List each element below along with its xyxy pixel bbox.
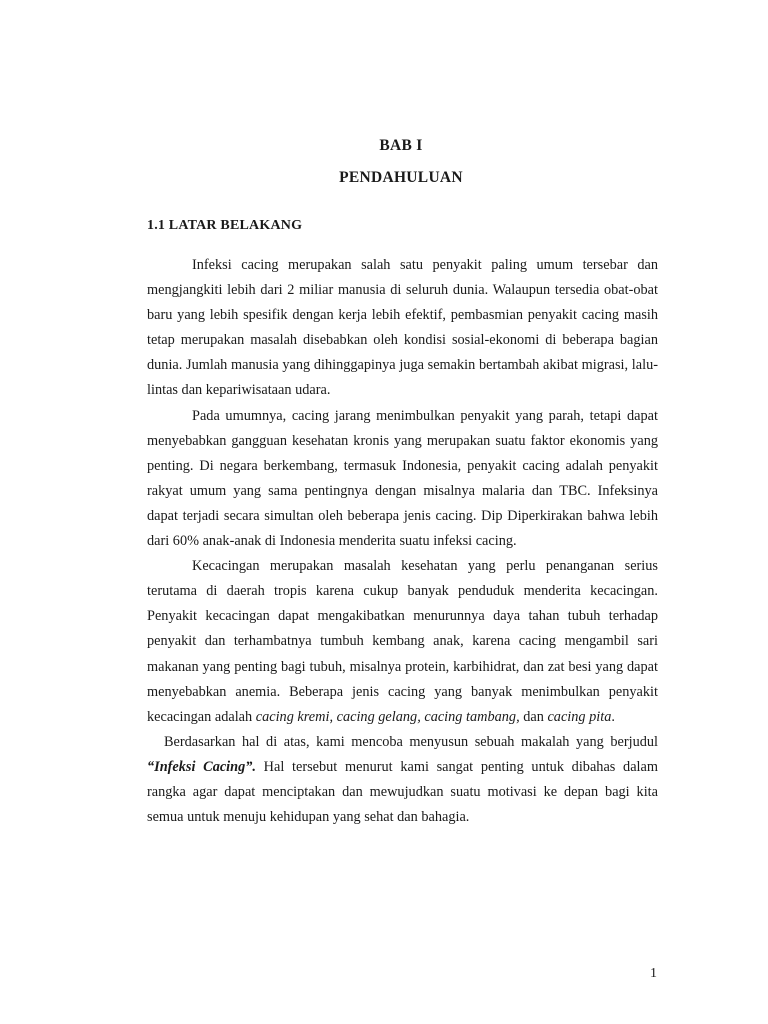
paragraph-1: Infeksi cacing merupakan salah satu penyakit paling umum tersebar dan mengjangkiti lebih dari 2 miliar manusia di seluruh dunia. Walaupun tersedia obat-obat baru yang lebih spesifik dengan kerja lebih efektif, pembasmian penyakit cacing masih tetap merupakan masalah disebabkan oleh kondisi sosial-ekonomi di beberapa bagian dunia. Jumlah manusia yang dihinggapinya juga semakin bertambah akibat migrasi, lalu-lintas dan kepariwisataan udara. [147, 257, 658, 399]
paragraph-3-italic-worms: cacing kremi, cacing gelang, cacing tambang, [255, 708, 520, 725]
paragraph-4-start: Berdasarkan hal di atas, kami mencoba menyusun sebuah makalah yang berjudul [164, 733, 658, 750]
section-heading: 1.1 LATAR BELAKANG [147, 218, 303, 233]
paragraph-4 [147, 730, 658, 830]
paper-title-emphasis: “Infeksi Cacing”. [147, 758, 256, 775]
paragraph-3-italic-tapeworm: cacing pita [547, 708, 612, 725]
paragraph-2: Pada umumnya, cacing jarang menimbulkan penyakit yang parah, tetapi dapat menyebabkan gangguan kesehatan kronis yang merupakan suatu faktor ekonomis yang penting. Di negara berkembang, termasuk Indonesia, penyakit cacing adalah penyakit rakyat umum yang sama pentingnya dengan misalnya malaria dan TBC. Infeksinya dapat terjadi secara simultan oleh beberapa jenis cacing. Dip Diperkirakan bahwa lebih dari 60% anak-anak di Indonesia menderita suatu infeksi cacing. [147, 407, 658, 550]
paragraph-3-end: . [611, 708, 615, 725]
chapter-subtitle: PENDAHULUAN [339, 169, 463, 186]
chapter-title: BAB I [379, 137, 423, 154]
page-number: 1 [650, 966, 657, 981]
paragraph-3 [147, 554, 658, 730]
paragraph-4-end: Hal tersebut menurut kami sangat penting untuk dibahas dalam rangka agar dapat menciptakan dan mewujudkan suatu motivasi ke depan bagi kita semua untuk menuju kehidupan yang sehat dan bahagia. [147, 758, 658, 826]
paragraph-3-conjunction: dan [519, 708, 548, 725]
body-text [147, 253, 658, 830]
paragraph-3-text: Kecacingan merupakan masalah kesehatan yang perlu penanganan serius terutama di daerah tropis karena cukup banyak penduduk menderita kecacingan. Penyakit kecacingan dapat mengakibatkan menurunnya daya tahan tubuh terhadap penyakit dan terhambatnya tumbuh kembang anak, karena cacing mengambil sari makanan yang penting bagi tubuh, misalnya protein, karbihidrat, dan zat besi yang dapat menyebabkan anemia. Beberapa jenis cacing yang banyak menimbulkan penyakit kecacingan adalah [147, 558, 658, 725]
